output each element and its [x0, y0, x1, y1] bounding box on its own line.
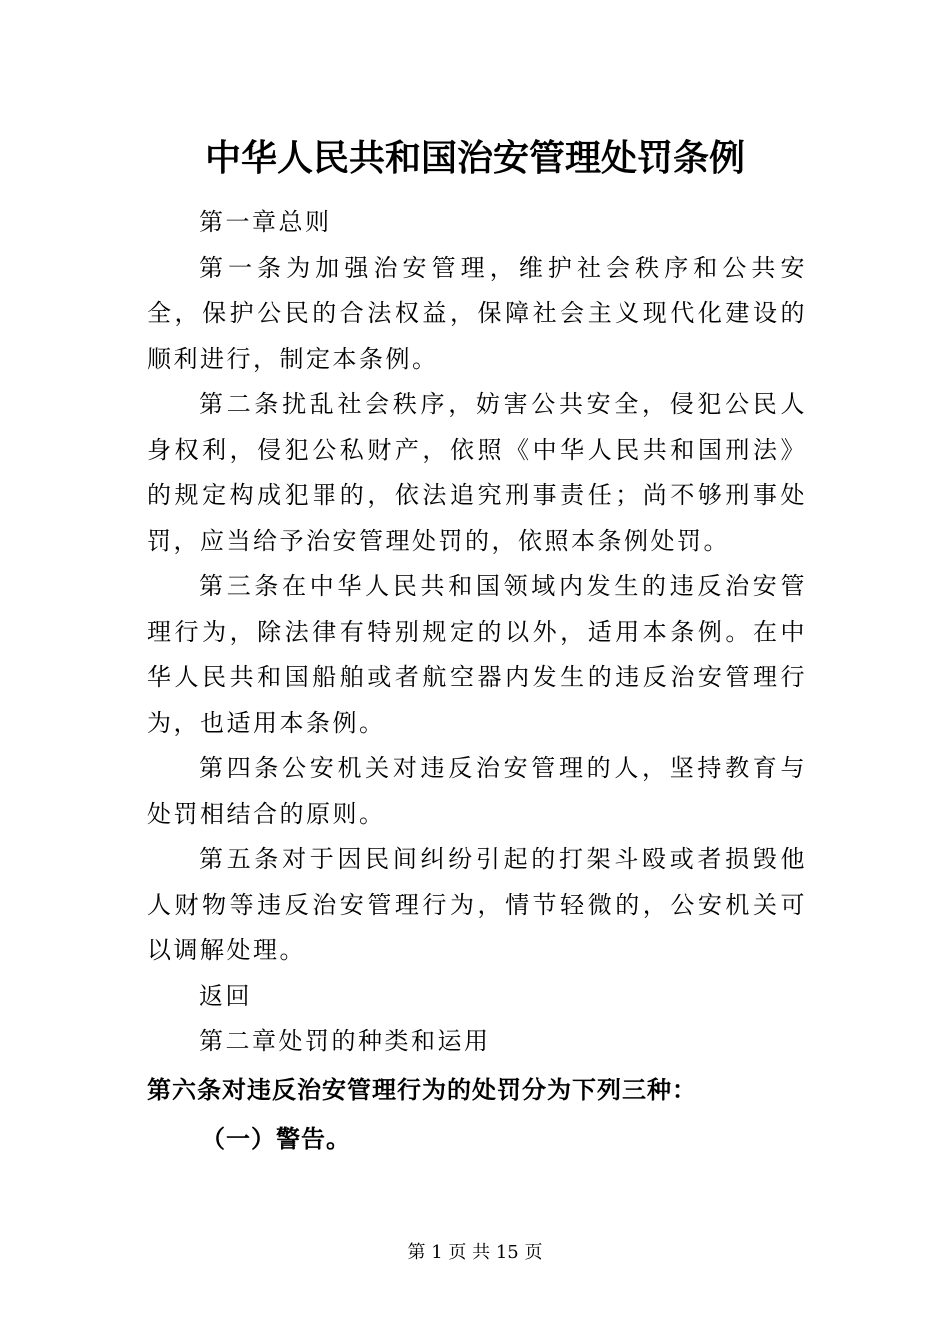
chapter-heading: 第二章处罚的种类和运用	[199, 1027, 491, 1055]
article-4: 第四条公安机关对违反治安管理的人，坚持教育与处罚相结合的原则。	[147, 754, 807, 828]
article-3: 第三条在中华人民共和国领域内发生的违反治安管理行为，除法律有特别规定的以外，适用本条例。在中华人民共和国船舶或者航空器内发生的违反治安管理行为，也适用本条例。	[147, 572, 807, 737]
article-2: 第二条扰乱社会秩序，妨害公共安全，侵犯公民人身权利，侵犯公私财产，依照《中华人民共和国刑法》的规定构成犯罪的，依法追究刑事责任；尚不够刑事处罚，应当给予治安管理处罚的，依照本条例处罚。	[147, 390, 807, 555]
article-6-heading: 第六条对违反治安管理行为的处罚分为下列三种：	[147, 1074, 697, 1104]
page-footer	[0, 1240, 950, 1266]
document-title: 中华人民共和国治安管理处罚条例	[204, 137, 745, 179]
return-link[interactable]: 返回	[199, 981, 252, 1010]
list-item: （一）警告。	[201, 1124, 351, 1153]
document-body	[147, 200, 807, 1162]
article-5: 第五条对于因民间纠纷引起的打架斗殴或者损毁他人财物等违反治安管理行为，情节轻微的，公安机关可以调解处理。	[147, 845, 807, 964]
article-1: 第一条为加强治安管理，维护社会秩序和公共安全，保护公民的合法权益，保障社会主义现代化建设的顺利进行，制定本条例。	[147, 253, 807, 373]
chapter-heading: 第一章总则	[199, 208, 332, 236]
page-number: 第 1 页 共 15 页	[407, 1242, 543, 1263]
